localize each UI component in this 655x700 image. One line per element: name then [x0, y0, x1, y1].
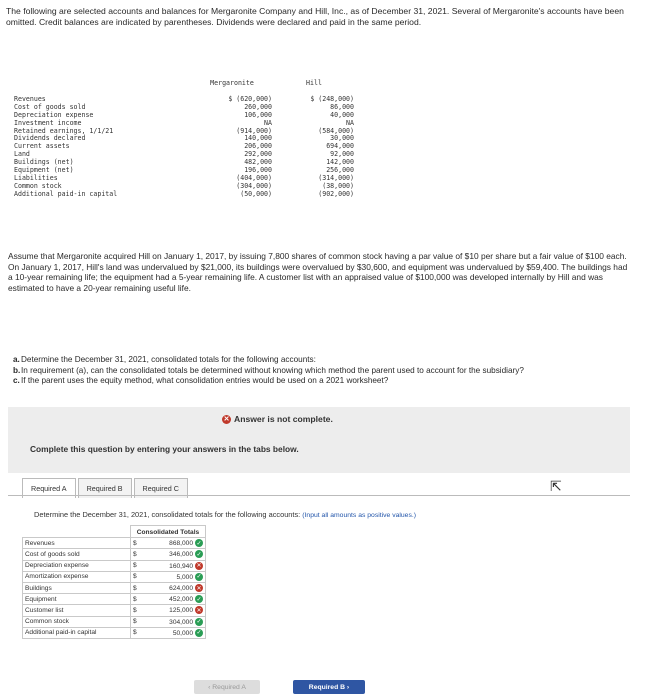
account-label: Buildings [23, 582, 131, 593]
mergaronite-value: $ (620,000) [228, 95, 272, 103]
hill-value: $ (248,000) [310, 95, 354, 103]
balance-label: Additional paid-in capital [14, 189, 118, 198]
consolidated-row [23, 594, 206, 605]
tab-required-a[interactable]: Required A [22, 478, 76, 498]
hill-value: (314,000) [318, 173, 354, 182]
col-mergaronite: Mergaronite [210, 79, 254, 87]
account-label: Amortization expense [23, 571, 131, 582]
determine-instruction: Determine the December 31, 2021, consolidated totals for the following accounts: (Input all amounts as positive values.) [34, 510, 416, 519]
mergaronite-value: 196,000 [244, 166, 272, 175]
balance-row [14, 143, 354, 151]
amount-input[interactable]: 160,940 ✕ [143, 560, 205, 571]
dollar-sign: $ [130, 582, 143, 593]
consolidated-row [23, 616, 206, 627]
consolidated-totals-table [22, 525, 206, 639]
amount-input[interactable]: 346,000 ✓ [143, 549, 205, 560]
tab-required-b[interactable]: Required B [78, 478, 132, 498]
amount-input[interactable]: 5,000 ✓ [143, 571, 205, 582]
consolidated-row [23, 560, 206, 571]
amount-input[interactable]: 452,000 ✓ [143, 594, 205, 605]
check-circle-icon: ✓ [196, 596, 202, 603]
consolidated-row [23, 549, 206, 560]
balance-label: Current assets [14, 142, 70, 151]
check-circle-icon: ✓ [196, 574, 202, 581]
dollar-sign: $ [130, 627, 143, 638]
balance-label: Liabilities [14, 173, 58, 182]
balance-label: Equipment (net) [14, 166, 74, 175]
balance-label: Dividends declared [14, 134, 86, 143]
x-circle-icon: ✕ [196, 585, 202, 592]
mergaronite-value: 292,000 [244, 150, 272, 159]
mergaronite-value: (50,000) [240, 189, 272, 198]
dollar-sign: $ [130, 571, 143, 582]
mergaronite-value: 140,000 [244, 134, 272, 143]
assumption-text: Assume that Mergaronite acquired Hill on January 1, 2017, by issuing 7,800 shares of common stock having a par value of $10 per share but a fair value of $100 each. On January 1, 2017, Hill's land was undervalued by $21,000, its buildings were overvalued by $30,600, and equipment was undervalued by $59,400. The buildings had a 10-year remaining life; the equipment had a 5-year remaining life. A customer list with an appraised value of $100,000 was developed internally by Hill and was estimated to have a 20-year remaining useful life. [8, 251, 628, 294]
instruction-text: Complete this question by entering your answers in the tabs below. [30, 444, 299, 454]
check-circle-icon: ✓ [196, 540, 202, 547]
consolidated-row [23, 605, 206, 616]
amount-input[interactable]: 50,000 ✓ [143, 627, 205, 638]
check-circle-icon: ✓ [196, 619, 202, 626]
balances-header [14, 80, 354, 96]
amount-input[interactable]: 125,000 ✕ [143, 605, 205, 616]
consolidated-row [23, 571, 206, 582]
chevron-left-icon: ‹ [208, 683, 213, 691]
hill-value: (584,000) [318, 126, 354, 135]
dollar-sign: $ [130, 538, 143, 549]
account-label: Common stock [23, 616, 131, 627]
account-label: Revenues [23, 538, 131, 549]
answer-status-badge: ✕ Answer is not complete. [223, 414, 333, 424]
col-hill: Hill [306, 79, 322, 87]
amount-input[interactable]: 868,000 ✓ [143, 538, 205, 549]
x-circle-icon: ✕ [196, 563, 202, 570]
account-label: Depreciation expense [23, 560, 131, 571]
mergaronite-value: NA [264, 118, 272, 127]
chevron-right-icon: › [345, 683, 350, 691]
balance-label: Retained earnings, 1/1/21 [14, 126, 114, 135]
mouse-cursor-icon: ⇱ [550, 478, 562, 494]
balance-label: Cost of goods sold [14, 102, 86, 111]
x-circle-icon: ✕ [223, 415, 230, 423]
next-button[interactable]: Required B › [293, 680, 365, 694]
hill-value: NA [346, 118, 354, 127]
mergaronite-value: 260,000 [244, 102, 272, 111]
consolidated-header: Consolidated Totals [130, 526, 205, 538]
mergaronite-value: (304,000) [236, 181, 272, 190]
hill-value: 92,000 [330, 150, 354, 159]
dollar-sign: $ [130, 616, 143, 627]
prev-button[interactable]: ‹ Required A [194, 680, 260, 694]
mergaronite-value: 106,000 [244, 110, 272, 119]
account-label: Customer list [23, 605, 131, 616]
consolidated-row [23, 582, 206, 593]
hill-value: 86,000 [330, 102, 354, 111]
balance-row [14, 167, 354, 175]
account-label: Additional paid-in capital [23, 627, 131, 638]
tab-divider [8, 495, 630, 496]
balance-row [14, 191, 354, 199]
dollar-sign: $ [130, 594, 143, 605]
requirement-b: b. In requirement (a), can the consolidated totals be determined without knowing which method the parent used to account for the subsidiary? [13, 365, 524, 375]
mergaronite-value: (914,000) [236, 126, 272, 135]
balance-label: Investment income [14, 118, 82, 127]
requirement-a: a. Determine the December 31, 2021, consolidated totals for the following accounts: [13, 355, 316, 364]
account-label: Equipment [23, 594, 131, 605]
x-circle-icon: ✕ [196, 607, 202, 614]
hill-value: (38,000) [322, 181, 354, 190]
balance-label: Buildings (net) [14, 158, 74, 167]
requirements-list [13, 355, 623, 387]
balance-label: Land [14, 150, 30, 159]
amount-input[interactable]: 304,000 ✓ [143, 616, 205, 627]
dollar-sign: $ [130, 560, 143, 571]
hill-value: 142,000 [326, 158, 354, 167]
mergaronite-value: 482,000 [244, 158, 272, 167]
balance-label: Revenues [14, 95, 46, 103]
hill-value: 256,000 [326, 166, 354, 175]
account-label: Cost of goods sold [23, 549, 131, 560]
dollar-sign: $ [130, 605, 143, 616]
mergaronite-value: (404,000) [236, 173, 272, 182]
consolidated-row [23, 538, 206, 549]
balances-table [14, 80, 354, 199]
requirement-c: c. If the parent uses the equity method, what consolidation entries would be used on a 2021 worksheet? [13, 376, 389, 385]
check-circle-icon: ✓ [196, 630, 202, 637]
hill-value: 30,000 [330, 134, 354, 143]
balance-row [14, 175, 354, 183]
dollar-sign: $ [130, 549, 143, 560]
balance-label: Depreciation expense [14, 110, 94, 119]
hill-value: 40,000 [330, 110, 354, 119]
consolidated-row [23, 627, 206, 638]
hill-value: (902,000) [318, 189, 354, 198]
amount-input[interactable]: 624,000 ✕ [143, 582, 205, 593]
tab-required-c[interactable]: Required C [134, 478, 188, 498]
check-circle-icon: ✓ [196, 551, 202, 558]
consolidated-header-row [23, 526, 206, 538]
balance-label: Common stock [14, 181, 62, 190]
hill-value: 694,000 [326, 142, 354, 151]
mergaronite-value: 206,000 [244, 142, 272, 151]
problem-intro: The following are selected accounts and balances for Mergaronite Company and Hill, Inc., as of December 31, 2021. Several of Mergaronite's accounts have been omitted. Credit balances are indicated by parentheses. Dividends were declared and paid in the same period. [6, 6, 624, 27]
